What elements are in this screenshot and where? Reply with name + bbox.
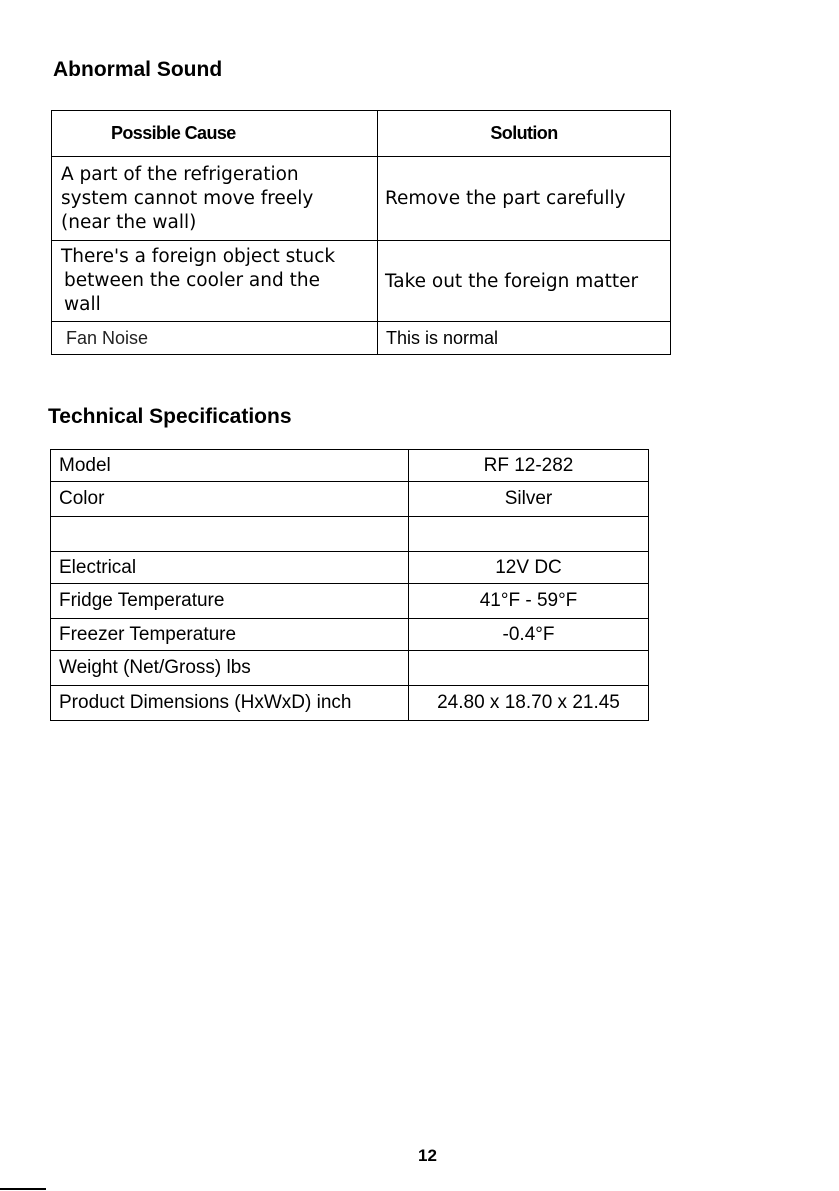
cause-cell	[52, 241, 378, 322]
cause-cell: Fan Noise	[52, 322, 378, 355]
solution-cell: Take out the foreign matter	[378, 241, 671, 322]
cause-line: There's a foreign object stuck	[61, 246, 336, 267]
cause-line: wall	[64, 294, 101, 315]
footer-rule	[0, 1188, 46, 1190]
spec-value: RF 12-282	[409, 450, 649, 482]
spec-value: 41°F - 59°F	[409, 584, 649, 619]
cause-line: A part of the refrigeration	[61, 163, 299, 185]
table-row	[52, 157, 671, 241]
spec-value	[409, 651, 649, 686]
spec-row-model	[51, 450, 649, 482]
solution-header: Solution	[378, 111, 671, 157]
solution-cell: Remove the part carefully	[378, 157, 671, 241]
spec-value: Silver	[409, 482, 649, 517]
spec-label: Model	[51, 450, 409, 482]
table-header-row	[52, 111, 671, 157]
cause-line: system cannot move freely	[61, 187, 314, 209]
cause-cell	[52, 157, 378, 241]
spec-label: Color	[51, 482, 409, 517]
spec-value: 24.80 x 18.70 x 21.45	[409, 686, 649, 721]
spec-row-weight	[51, 651, 649, 686]
spec-row-empty	[51, 517, 649, 552]
spec-label: Fridge Temperature	[51, 584, 409, 619]
technical-specifications-table	[50, 449, 649, 721]
possible-cause-header: Possible Cause	[52, 111, 378, 157]
spec-row-color	[51, 482, 649, 517]
cause-line: between the cooler and the	[64, 270, 320, 291]
spec-label: Electrical	[51, 552, 409, 584]
spec-row-fridge-temperature	[51, 584, 649, 619]
spec-label: Freezer Temperature	[51, 619, 409, 651]
technical-specifications-heading: Technical Specifications	[48, 405, 292, 428]
spec-value: -0.4°F	[409, 619, 649, 651]
spec-row-electrical	[51, 552, 649, 584]
solution-cell: This is normal	[378, 322, 671, 355]
table-row	[52, 322, 671, 355]
spec-label: Weight (Net/Gross) lbs	[51, 651, 409, 686]
table-row	[52, 241, 671, 322]
spec-label	[51, 517, 409, 552]
spec-label: Product Dimensions (HxWxD) inch	[51, 686, 409, 721]
spec-value	[409, 517, 649, 552]
cause-line: (near the wall)	[61, 211, 197, 233]
abnormal-sound-heading: Abnormal Sound	[53, 58, 223, 81]
spec-row-freezer-temperature	[51, 619, 649, 651]
spec-row-dimensions	[51, 686, 649, 721]
abnormal-sound-table	[51, 110, 671, 355]
spec-value: 12V DC	[409, 552, 649, 584]
page-number: 12	[418, 1146, 437, 1165]
